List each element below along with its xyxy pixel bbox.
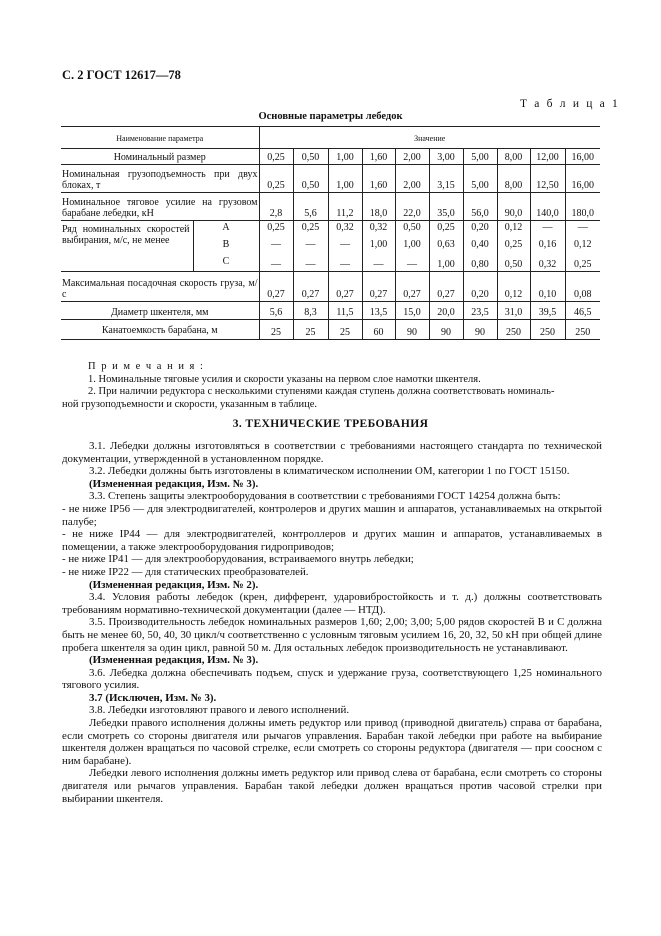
cell: 90,0 [497, 193, 530, 221]
row-label: Канатоемкость барабана, м [61, 320, 259, 340]
cell: 2,00 [395, 149, 429, 165]
cell: 0,27 [328, 272, 362, 302]
table-label: Т а б л и ц а 1 [520, 98, 621, 110]
cell: 35,0 [429, 193, 463, 221]
note-2: 2. При наличии редуктора с несколькими ступенями каждая ступень должна соответствовать номиналь- [88, 386, 555, 397]
cell: — [362, 251, 395, 272]
cell: 46,5 [565, 302, 600, 320]
cell: 1,00 [395, 234, 429, 251]
row-label: Ряд номинальных скоростей выбирания, м/с, не менее [61, 221, 193, 272]
cell: 20,0 [429, 302, 463, 320]
cell: — [293, 234, 328, 251]
row-label: Максимальная посадочная скорость груза, м/с [61, 272, 259, 302]
cell: 0,25 [293, 221, 328, 235]
cell: — [259, 251, 293, 272]
table-row [61, 221, 600, 235]
cell: 5,6 [293, 193, 328, 221]
cell: 0,12 [565, 234, 600, 251]
cell: 0,20 [463, 221, 497, 235]
cell: 90 [395, 320, 429, 340]
cell: 0,12 [497, 221, 530, 235]
cell: 0,40 [463, 234, 497, 251]
cell: 250 [530, 320, 565, 340]
cell: 1,00 [328, 165, 362, 193]
table-row [61, 302, 600, 320]
cell: 0,50 [395, 221, 429, 235]
sub-row-label: А [193, 221, 259, 235]
table-row [61, 272, 600, 302]
cell: — [293, 251, 328, 272]
cell: 0,32 [328, 221, 362, 235]
cell: — [565, 221, 600, 235]
cell: 60 [362, 320, 395, 340]
cell: — [530, 221, 565, 235]
cell: 12,50 [530, 165, 565, 193]
cell: 0,63 [429, 234, 463, 251]
parameters-table [61, 126, 600, 340]
page-header: С. 2 ГОСТ 12617—78 [62, 68, 181, 82]
cell: 250 [565, 320, 600, 340]
table-title: Основные параметры лебедок [258, 111, 403, 122]
cell: 0,32 [362, 221, 395, 235]
cell: 0,27 [395, 272, 429, 302]
cell: 0,50 [293, 149, 328, 165]
paragraph-3-3: 3.3. Степень защиты электрооборудования в соответствии с требованиями ГОСТ 14254 должна быть: [89, 490, 561, 503]
cell: 3,15 [429, 165, 463, 193]
cell: 25 [259, 320, 293, 340]
row-label: Номинальный размер [113, 152, 206, 163]
cell: 2,8 [259, 193, 293, 221]
cell: 5,6 [259, 302, 293, 320]
cell: 2,00 [395, 165, 429, 193]
cell: 0,50 [293, 165, 328, 193]
cell: 90 [429, 320, 463, 340]
paragraph-3-5: 3.5. Производительность лебедок номинальных размеров 1,60; 2,00; 3,00; 5,00 рядов скоростей В и С должна быть не менее 60, 50, 40, 30 цикл/ч соответственно с условным тяговым усилием 16, 20, 32, 50 кН при общей длине пробега шкентеля за один цикл, равной 50 м. Для остальных лебедок производительность не устанавливают. [62, 616, 602, 654]
list-item: - не ниже IP56 — для электродвигателей, контролеров и других машин и аппаратов, устанавливаемых на открытой палубе; [62, 502, 602, 528]
sub-row-label: С [193, 251, 259, 272]
cell: 16,00 [565, 149, 600, 165]
table-row [61, 165, 600, 193]
cell: 90 [463, 320, 497, 340]
cell: 0,50 [497, 251, 530, 272]
table-row [61, 193, 600, 221]
column-header-param: Наименование параметра [61, 127, 259, 149]
note-2-continued: ной грузоподъемности и скорости, указанным в таблице. [62, 398, 318, 410]
cell: 140,0 [530, 193, 565, 221]
cell: 8,3 [293, 302, 328, 320]
cell: 0,10 [530, 272, 565, 302]
paragraph-3-1: 3.1. Лебедки должны изготовляться в соответствии с требованиями настоящего стандарта по технической документации, утвержденной в установленном порядке. [62, 440, 602, 465]
row-label: Номинальное тяговое усилие на грузовом барабане лебедки, кН [61, 193, 259, 221]
cell: 180,0 [565, 193, 600, 221]
cell: 13,5 [362, 302, 395, 320]
notes-title: П р и м е ч а н и я : [88, 361, 205, 372]
cell: 5,00 [463, 165, 497, 193]
cell: 250 [497, 320, 530, 340]
cell: 11,2 [328, 193, 362, 221]
cell: — [328, 234, 362, 251]
cell: 25 [293, 320, 328, 340]
cell: 25 [328, 320, 362, 340]
note-1: 1. Номинальные тяговые усилия и скорости указаны на первом слое намотки шкентеля. [88, 373, 481, 385]
cell: 39,5 [530, 302, 565, 320]
table-row [61, 320, 600, 340]
list-item: - не ниже IP41 — для электрооборудования, встраиваемого внутрь лебедки; [62, 553, 414, 566]
cell: 16,00 [565, 165, 600, 193]
sub-row-label: В [193, 234, 259, 251]
cell: 3,00 [429, 149, 463, 165]
cell: 0,25 [259, 149, 293, 165]
amendment-note: (Измененная редакция, Изм. № 2). [89, 578, 259, 591]
cell: 1,60 [362, 149, 395, 165]
cell: 1,60 [362, 165, 395, 193]
cell: 0,25 [497, 234, 530, 251]
cell: 1,00 [328, 149, 362, 165]
cell: — [259, 234, 293, 251]
list-item: - не ниже IP22 — для статических преобразователей. [62, 565, 309, 578]
cell: 0,25 [429, 221, 463, 235]
cell: 0,16 [530, 234, 565, 251]
cell: 0,80 [463, 251, 497, 272]
row-label: Номинальная грузоподъемность при двух блоках, т [61, 165, 259, 193]
cell: 0,27 [293, 272, 328, 302]
cell: — [395, 251, 429, 272]
paragraph-3-2: 3.2. Лебедки должны быть изготовлены в климатическом исполнении ОМ, категории 1 по ГОСТ 15150. [89, 465, 570, 478]
cell: 56,0 [463, 193, 497, 221]
table-notes [62, 361, 602, 411]
section-body [62, 440, 602, 805]
paragraph-3-6: 3.6. Лебедка должна обеспечивать подъем, спуск и удержание груза, соответствующего 1,25 номинального тягового усилия. [62, 666, 602, 692]
cell: 0,25 [259, 165, 293, 193]
cell: 1,00 [429, 251, 463, 272]
cell: 0,27 [362, 272, 395, 302]
cell: 0,08 [565, 272, 600, 302]
cell: 0,25 [259, 221, 293, 235]
cell: 8,00 [497, 149, 530, 165]
cell: 22,0 [395, 193, 429, 221]
paragraph-3-4: 3.4. Условия работы лебедок (крен, дифферент, ударовибростойкость и т. д.) должны соответствовать требованиям нормативно-технической документации (далее — НТД). [62, 591, 602, 616]
cell: 0,27 [429, 272, 463, 302]
paragraph-3-8: 3.8. Лебедки изготовляют правого и левого исполнений. [89, 704, 350, 717]
list-item: - не ниже IP44 — для электродвигателей, контроллеров и других машин и аппаратов, устанавливаемых в помещении, а также электрооборудования гидроприводов; [62, 528, 602, 553]
cell: 5,00 [463, 149, 497, 165]
column-header-value: Значение [259, 127, 600, 149]
cell: 8,00 [497, 165, 530, 193]
cell: 0,25 [565, 251, 600, 272]
amendment-note: (Измененная редакция, Изм. № 3). [89, 654, 259, 667]
paragraph-3-7: 3.7 (Исключен, Изм. № 3). [89, 691, 217, 704]
cell: 1,00 [362, 234, 395, 251]
cell: 12,00 [530, 149, 565, 165]
section-title: 3. ТЕХНИЧЕСКИЕ ТРЕБОВАНИЯ [232, 418, 429, 430]
cell: 0,20 [463, 272, 497, 302]
cell: 0,32 [530, 251, 565, 272]
amendment-note: (Измененная редакция, Изм. № 3). [89, 477, 259, 490]
table-header-row [61, 127, 600, 149]
paragraph-right-version: Лебедки правого исполнения должны иметь редуктор или привод (приводной двигатель) справа от барабана, если смотреть со стороны двигателя или рычагов управления. Барабан такой лебедки при работе на выбирание шкентеля должен вращаться по часовой стрелке, если смотреть со стороны редуктора (двигателя — при соосном с ним барабане). [62, 717, 602, 767]
cell: 0,27 [259, 272, 293, 302]
paragraph-left-version: Лебедки левого исполнения должны иметь редуктор или привод слева от барабана, если смотреть со стороны двигателя или рычагов управления. Барабан такой лебедки должен вращаться против часовой стрелки при выбирании шкентеля. [62, 767, 602, 805]
cell: 15,0 [395, 302, 429, 320]
cell: 0,12 [497, 272, 530, 302]
table-row [61, 149, 600, 165]
cell: 18,0 [362, 193, 395, 221]
cell: 23,5 [463, 302, 497, 320]
cell: — [328, 251, 362, 272]
cell: 11,5 [328, 302, 362, 320]
cell: 31,0 [497, 302, 530, 320]
row-label: Диаметр шкентеля, мм [61, 302, 259, 320]
